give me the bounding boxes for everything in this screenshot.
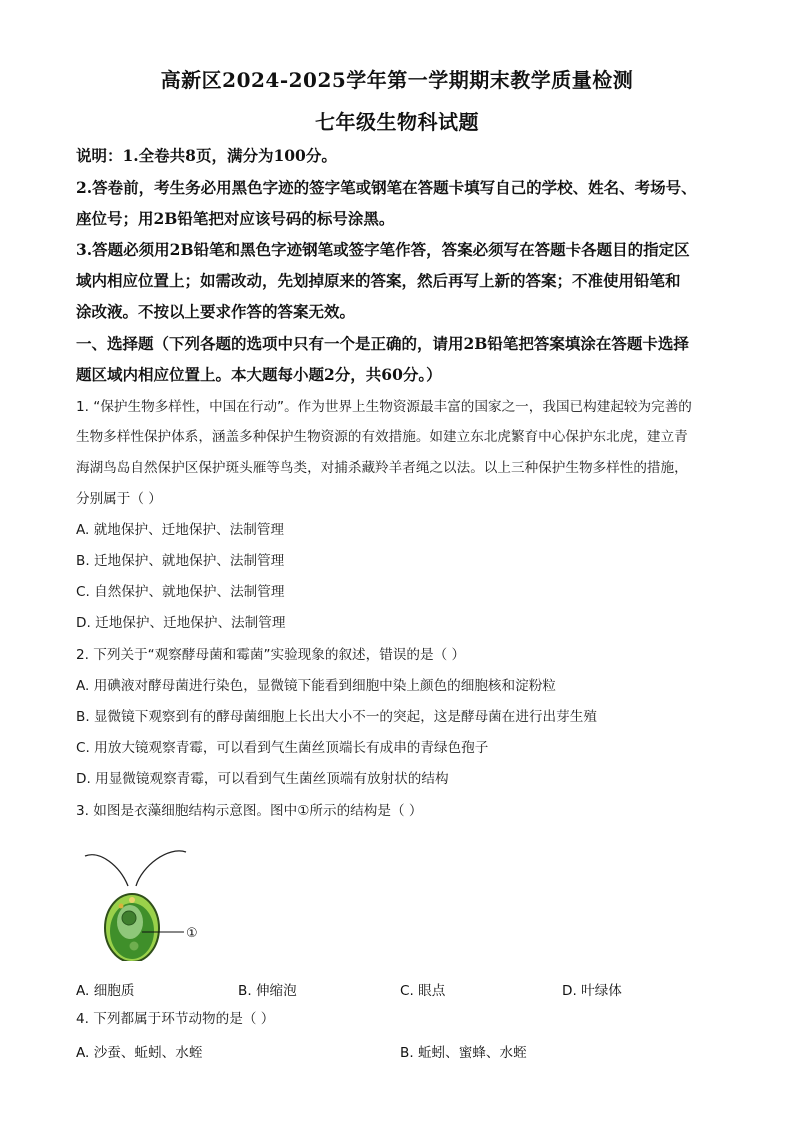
q2-option-b: B. 显微镜下观察到有的酵母菌细胞上长出大小不一的突起，这是酵母菌在进行出芽生殖	[76, 709, 597, 725]
instruction-line-3c: 涂改液。不按以上要求作答的答案无效。	[76, 302, 356, 321]
q1-option-d: D. 迁地保护、迁地保护、法制管理	[76, 615, 286, 631]
q2-option-c: C. 用放大镜观察青霉，可以看到气生菌丝顶端长有成串的青绿色孢子	[76, 740, 489, 756]
q1-stem-line-3: 海湖鸟岛自然保护区保护斑头雁等鸟类，对捕杀藏羚羊者绳之以法。以上三种保护生物多样性的措施，	[76, 460, 688, 476]
flagellum-right	[136, 851, 186, 886]
instruction-line-3b: 域内相应位置上；如需改动，先划掉原来的答案，然后再写上新的答案；不准使用铅笔和	[76, 271, 681, 290]
q2-option-a: A. 用碘液对酵母菌进行染色，显微镜下能看到细胞中染上颜色的细胞核和淀粉粒	[76, 678, 556, 694]
q4-option-a: A. 沙蚕、蚯蚓、水蛭	[76, 1045, 203, 1061]
instruction-line-2b: 座位号；用2B铅笔把对应该号码的标号涂黑。	[76, 209, 395, 228]
q3-stem: 3. 如图是衣藻细胞结构示意图。图中①所示的结构是（ ）	[76, 803, 423, 819]
pyrenoid-shape	[130, 942, 139, 951]
q3-option-c: C. 眼点	[400, 983, 446, 999]
instruction-line-3a: 3.答题必须用2B铅笔和黑色字迹钢笔或签字笔作答，答案必须写在答题卡各题目的指定区	[76, 240, 690, 259]
exam-subtitle: 七年级生物科试题	[315, 110, 479, 134]
q4-stem: 4. 下列都属于环节动物的是（ ）	[76, 1011, 275, 1027]
q2-option-d: D. 用显微镜观察青霉，可以看到气生菌丝顶端有放射状的结构	[76, 771, 449, 787]
structure-label-1: ①	[186, 926, 198, 941]
flagellum-left	[85, 855, 128, 886]
q1-stem-line-2: 生物多样性保护体系，涵盖多种保护生物资源的有效措施。如建立东北虎繁育中心保护东北虎，建立青	[76, 429, 688, 445]
vacuole-shape	[129, 897, 135, 903]
nucleus-shape	[122, 911, 136, 925]
exam-title: 高新区2024-2025学年第一学期期末教学质量检测	[160, 68, 634, 92]
q1-stem-line-1: 1. “保护生物多样性，中国在行动”。作为世界上生物资源最丰富的国家之一，我国已构建起较为完善的	[76, 399, 692, 415]
chlamydomonas-diagram	[80, 836, 210, 961]
section-heading-a: 一、选择题（下列各题的选项中只有一个是正确的，请用2B铅笔把答案填涂在答题卡选择	[76, 334, 689, 353]
q4-option-b: B. 蚯蚓、蜜蜂、水蛭	[400, 1045, 527, 1061]
q2-stem: 2. 下列关于“观察酵母菌和霉菌”实验现象的叙述，错误的是（ ）	[76, 647, 466, 663]
instruction-line-1: 说明：1.全卷共8页，满分为100分。	[76, 146, 337, 165]
q1-option-a: A. 就地保护、迁地保护、法制管理	[76, 522, 285, 538]
q1-option-c: C. 自然保护、就地保护、法制管理	[76, 584, 285, 600]
q3-option-a: A. 细胞质	[76, 983, 135, 999]
q1-stem-line-4: 分别属于（ ）	[76, 491, 162, 507]
q1-option-b: B. 迁地保护、就地保护、法制管理	[76, 553, 285, 569]
section-heading-b: 题区域内相应位置上。本大题每小题2分，共60分。）	[76, 365, 442, 384]
eyespot-shape	[119, 904, 124, 909]
q3-option-b: B. 伸缩泡	[238, 983, 297, 999]
q3-option-d: D. 叶绿体	[562, 983, 622, 999]
instruction-line-2a: 2.答卷前，考生务必用黑色字迹的签字笔或钢笔在答题卡填写自己的学校、姓名、考场号、	[76, 178, 697, 197]
